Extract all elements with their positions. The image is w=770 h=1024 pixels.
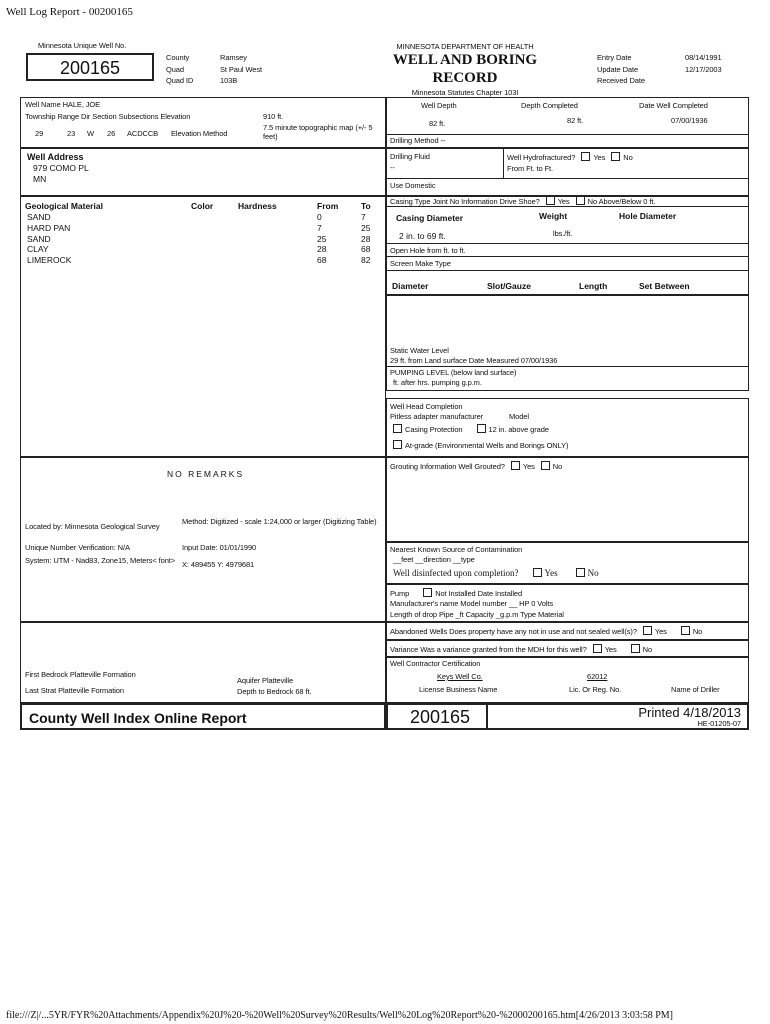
- geo-row-material: HARD PAN: [27, 222, 71, 233]
- no-label: No: [623, 153, 633, 162]
- at-grade-label: At-grade (Environmental Wells and Borings ONLY): [405, 441, 569, 450]
- contamination-label: Nearest Known Source of Contamination: [390, 545, 523, 554]
- update-date-label: Update Date: [597, 64, 639, 74]
- at-grade-row: [387, 440, 568, 450]
- geology-section: [20, 196, 386, 457]
- pump-section: [386, 584, 749, 622]
- hydrofractured-label: Well Hydrofractured?: [507, 153, 576, 162]
- variance-section: [386, 640, 749, 657]
- screen-diameter-header: Diameter: [392, 281, 429, 291]
- geo-header-hardness: Hardness: [238, 201, 277, 211]
- id-values: [220, 52, 262, 87]
- last-strat: Last Strat Platteville Formation: [25, 686, 124, 695]
- static-level: 29 ft. from Land surface Date Measured 07/00/1936: [390, 356, 558, 365]
- hydrofractured-no-checkbox[interactable]: [611, 152, 620, 161]
- well-name: Well Name HALE, JOE: [25, 100, 101, 109]
- pump-installed-label: Not Installed Date Installed: [435, 589, 523, 598]
- report-title-box: [20, 703, 386, 730]
- drilling-method: Drilling Method --: [390, 136, 446, 145]
- quad-id-label: Quad ID: [166, 76, 194, 85]
- range: 23: [67, 129, 76, 138]
- geo-row-to: 68: [361, 244, 371, 255]
- weight-value: lbs./ft.: [553, 229, 573, 238]
- geo-from-col: [317, 212, 326, 266]
- located-by: Located by: Minnesota Geological Survey: [25, 522, 160, 531]
- casing-type-label: Casing Type Joint No Information Drive Shoe?: [390, 197, 540, 206]
- license-reg-no-label: Lic. Or Reg. No.: [569, 685, 622, 694]
- above-grade-label: 12 in. above grade: [488, 425, 549, 434]
- pump-not-installed-checkbox[interactable]: [423, 588, 432, 597]
- casing-protection-label: Casing Protection: [405, 425, 463, 434]
- depth-completed: 82 ft.: [567, 116, 584, 125]
- address-label: Well Address: [27, 152, 84, 162]
- county-value: Ramsey: [220, 53, 247, 62]
- abandoned-section: [386, 622, 749, 640]
- casing-diameter-value: 2 in. to 69 ft.: [399, 231, 446, 241]
- remarks-section: [20, 457, 386, 622]
- divider: [387, 134, 748, 135]
- grouting-row: [390, 461, 562, 471]
- yes-label: Yes: [604, 645, 617, 654]
- department-name: MINNESOTA DEPARTMENT OF HEALTH: [396, 42, 534, 51]
- well-depth-label: Well Depth: [421, 101, 457, 110]
- date-completed: 07/00/1936: [671, 116, 708, 125]
- yes-label: Yes: [654, 627, 667, 636]
- geo-row-to: 7: [361, 212, 366, 222]
- well-number: 200165: [59, 58, 121, 78]
- form-title-line2: RECORD: [432, 70, 498, 86]
- utm-coordinates: X: 489455 Y: 4979681: [182, 560, 255, 569]
- divider: [387, 206, 748, 207]
- contractor-name: Keys Well Co.: [437, 672, 483, 681]
- geo-row-from: 7: [317, 222, 322, 233]
- casing-section: [386, 196, 749, 295]
- water-level-section: [386, 344, 749, 391]
- geo-row-from: 68: [317, 255, 327, 266]
- county-label: County: [166, 53, 190, 62]
- drilling-fluid: --: [390, 163, 395, 172]
- footer-well-number: 200165: [410, 707, 471, 727]
- address-section: [20, 148, 386, 196]
- variance-row: [390, 644, 652, 654]
- drive-shoe-no-checkbox[interactable]: [576, 196, 585, 205]
- entry-date: 08/14/1991: [685, 53, 722, 62]
- well-record-form: [20, 36, 749, 730]
- depth-section: [386, 97, 749, 148]
- number-verification: Unique Number Verification: N/A: [25, 543, 130, 552]
- well-use: Use Domestic: [390, 181, 436, 190]
- grouted-yes-checkbox[interactable]: [511, 461, 520, 470]
- hydrofractured-row: [507, 152, 633, 162]
- geo-header-from: From: [317, 201, 339, 211]
- quad-id-value: 103B: [220, 76, 238, 85]
- weight-label: Weight: [539, 211, 568, 221]
- no-label: No: [552, 462, 563, 471]
- pumping-level: ft. after hrs. pumping g.p.m.: [393, 378, 482, 387]
- grouting-section: [386, 457, 749, 542]
- update-date: 12/17/2003: [685, 64, 722, 74]
- report-title: County Well Index Online Report: [29, 710, 247, 726]
- elevation-method-label: Elevation Method: [171, 129, 228, 138]
- aquifer: Aquifer Platteville: [237, 676, 294, 685]
- abandoned-yes-checkbox[interactable]: [643, 626, 652, 635]
- divider: [387, 243, 748, 244]
- above-below: No Above/Below 0 ft.: [587, 197, 656, 206]
- page-header-title: Well Log Report - 00200165: [6, 6, 133, 18]
- geo-row-material: LIMEROCK: [27, 255, 72, 266]
- hydrofractured-interval: From Ft. to Ft.: [507, 164, 554, 173]
- screen-slot-header: Slot/Gauze: [487, 281, 531, 291]
- geo-row-material: CLAY: [27, 244, 49, 255]
- coordinate-system: System: UTM - Nad83, Zone15, Meters< font>: [25, 556, 176, 565]
- drilling-section: [386, 148, 749, 196]
- statute: Minnesota Statutes Chapter 103I: [411, 88, 519, 97]
- bedrock-section: [20, 622, 386, 703]
- geo-row-to: 82: [361, 255, 371, 266]
- elevation: 910 ft.: [263, 112, 284, 121]
- depth-completed-label: Depth Completed: [521, 101, 578, 110]
- geo-row-material: SAND: [27, 233, 51, 244]
- survey-method: Method: Digitized - scale 1:24,000 or larger (Digitizing Table): [182, 517, 377, 526]
- pump-manufacturer: Manufacturer's name Model number __ HP 0 Volts: [390, 599, 554, 608]
- drilling-fluid-label: Drilling Fluid: [390, 152, 430, 161]
- casing-protection-checkbox[interactable]: [393, 424, 402, 433]
- geo-row-from: 0: [317, 212, 322, 222]
- screen-set-between-header: Set Between: [639, 281, 690, 291]
- at-grade-checkbox[interactable]: [393, 440, 402, 449]
- trs-header: Township Range Dir Section Subsections Elevation: [25, 112, 191, 121]
- quad-label: Quad: [166, 64, 184, 74]
- contamination-line: __feet __direction __type: [393, 555, 475, 564]
- hole-diameter-label: Hole Diameter: [619, 211, 677, 221]
- address-line1: 979 COMO PL: [33, 163, 89, 173]
- geo-row-from: 28: [317, 244, 327, 255]
- divider: [486, 705, 488, 728]
- contractor-label: Well Contractor Certification: [390, 659, 481, 668]
- pumping-level-label: PUMPING LEVEL (below land surface): [390, 368, 517, 377]
- casing-type-row: [390, 196, 655, 206]
- grouted-no-checkbox[interactable]: [541, 461, 550, 470]
- elevation-method: 7.5 minute topographic map (+/- 5 feet): [263, 123, 373, 141]
- driller-name-label: Name of Driller: [671, 685, 720, 694]
- disinfected-row: [393, 568, 599, 578]
- license-number: 62012: [587, 672, 608, 681]
- variance-no-checkbox[interactable]: [631, 644, 640, 653]
- protection-row: [387, 424, 549, 434]
- hydrofractured-yes-checkbox[interactable]: [581, 152, 590, 161]
- contamination-section: [386, 542, 749, 584]
- pump-label: Pump: [390, 589, 410, 598]
- pump-row: [390, 588, 522, 598]
- section: 26: [107, 129, 116, 138]
- geo-row-to: 28: [361, 233, 371, 244]
- yes-label: Yes: [522, 462, 535, 471]
- drive-shoe-yes-checkbox[interactable]: [546, 196, 555, 205]
- yes-label: Yes: [593, 153, 606, 162]
- static-level-label: Static Water Level: [390, 346, 449, 355]
- date-labels: [597, 52, 645, 87]
- geo-row-from: 25: [317, 233, 327, 244]
- well-depth: 82 ft.: [429, 119, 446, 128]
- open-hole: Open Hole from ft. to ft.: [390, 246, 466, 255]
- geo-row-material: SAND: [27, 212, 51, 222]
- abandoned-no-checkbox[interactable]: [681, 626, 690, 635]
- divider: [387, 256, 748, 257]
- file-path-footer: file:///Z|/...5YR/FYR%20Attachments/Appendix%20J%20-%20Well%20Survey%20Results/Well%20Log%20Report%20-%2000200165.htm[4/26/2013 3:03:58 PM]: [6, 1010, 673, 1021]
- variance-label: Variance Was a variance granted from the MDH for this well?: [390, 645, 587, 654]
- disinfected-yes-checkbox[interactable]: [533, 568, 542, 577]
- geo-header-color: Color: [191, 201, 214, 211]
- geo-header-material: Geological Material: [25, 201, 103, 211]
- wellhead-label: Well Head Completion: [390, 402, 463, 411]
- grouting-label: Grouting Information Well Grouted?: [390, 462, 505, 471]
- township: 29: [35, 129, 44, 138]
- disinfected-label: Well disinfected upon completion?: [393, 568, 519, 578]
- abandoned-label: Abandoned Wells Does property have any not in use and not sealed well(s)?: [390, 627, 637, 636]
- direction: W: [87, 129, 94, 138]
- pump-drop-pipe: Length of drop Pipe _ft Capacity _g.p.m Type Material: [390, 610, 564, 619]
- abandoned-row: [390, 626, 702, 636]
- geo-material-col: [27, 212, 71, 266]
- geo-to-col: [361, 212, 370, 266]
- unique-well-label: Minnesota Unique Well No.: [38, 41, 127, 50]
- footer-box: [386, 703, 749, 730]
- casing-diameter-label: Casing Diameter: [396, 213, 464, 223]
- no-label: No: [587, 568, 599, 578]
- divider: [503, 149, 504, 178]
- remarks-text: NO REMARKS: [167, 469, 245, 479]
- depth-to-bedrock: Depth to Bedrock 68 ft.: [237, 687, 312, 696]
- variance-yes-checkbox[interactable]: [593, 644, 602, 653]
- yes-label: Yes: [557, 197, 570, 206]
- date-values: [685, 52, 722, 75]
- location-section: [20, 97, 386, 148]
- first-bedrock: First Bedrock Platteville Formation: [25, 670, 136, 679]
- form-code: HE-01205-07: [697, 719, 741, 728]
- contractor-section: [386, 657, 749, 703]
- above-grade-checkbox[interactable]: [477, 424, 486, 433]
- divider: [387, 178, 748, 179]
- screen-length-header: Length: [579, 281, 608, 291]
- subsections: ACDCCB: [127, 129, 159, 138]
- received-date-label: Received Date: [597, 76, 645, 85]
- wellhead-section: [386, 398, 749, 457]
- well-number-box: [26, 53, 154, 81]
- form-title-line1: WELL AND BORING: [392, 52, 538, 68]
- no-label: No: [692, 627, 703, 636]
- quad-value: St Paul West: [220, 64, 263, 74]
- geo-row-to: 25: [361, 222, 371, 233]
- screen-row: Screen Make Type: [390, 259, 451, 268]
- no-label: No: [642, 645, 653, 654]
- disinfected-no-checkbox[interactable]: [576, 568, 585, 577]
- input-date: Input Date: 01/01/1990: [182, 543, 257, 552]
- entry-date-label: Entry Date: [597, 53, 632, 62]
- printed-date: Printed 4/18/2013: [638, 705, 741, 720]
- license-business-name-label: License Business Name: [419, 685, 498, 694]
- date-completed-label: Date Well Completed: [639, 101, 708, 110]
- id-labels: [166, 52, 193, 87]
- address-line2: MN: [33, 174, 47, 184]
- model-label: Model: [509, 412, 529, 421]
- geo-header-to: To: [361, 201, 371, 211]
- divider: [387, 270, 748, 271]
- yes-label: Yes: [544, 568, 558, 578]
- divider: [387, 366, 748, 367]
- pitless-adapter: Pitless adapter manufacturer: [390, 412, 484, 421]
